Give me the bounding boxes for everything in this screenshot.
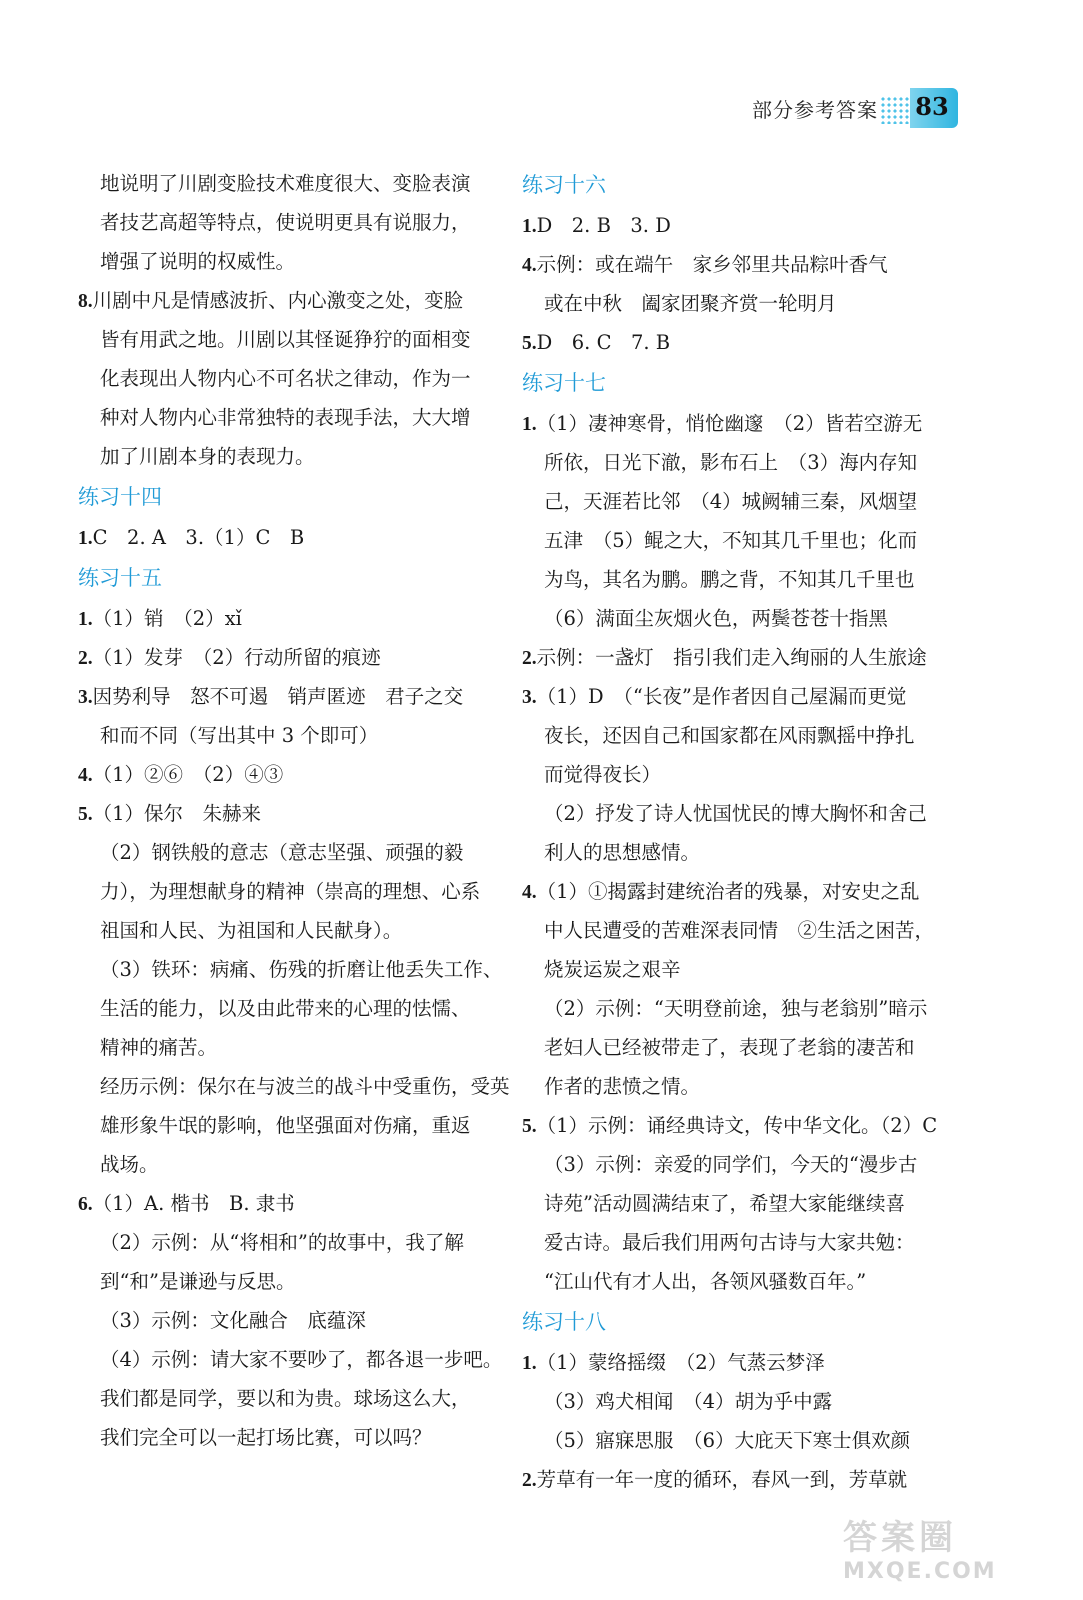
answer-line: 力），为理想献身的精神（崇高的理想、心系 — [100, 880, 481, 903]
answer-line: 我们都是同学，要以和为贵。球场这么大， — [100, 1387, 471, 1410]
answer-line: 中人民遭受的苦难深表同情 ②生活之困苦， — [544, 919, 935, 942]
answer-item — [522, 677, 942, 716]
answer-line: 利人的思想感情。 — [544, 841, 701, 864]
answer-item — [522, 638, 942, 677]
item-number: 1. — [78, 528, 93, 549]
item-number: 6. — [78, 1194, 93, 1215]
answer-item — [78, 638, 488, 677]
item-text: C 2. A 3.（1）C B — [92, 526, 305, 549]
answer-item — [522, 1106, 942, 1145]
section-heading: 练习十四 — [78, 485, 162, 509]
item-text: （1）D （“长夜”是作者因自己屋漏而更觉 — [536, 685, 907, 708]
item-text: D 2. B 3. D — [536, 214, 671, 237]
item-number: 5. — [78, 804, 93, 825]
answer-item — [78, 677, 488, 716]
item-number: 2. — [78, 648, 93, 669]
item-text: （1）发芽 （2）行动所留的痕迹 — [92, 646, 381, 669]
answer-line: 战场。 — [100, 1153, 159, 1176]
watermark-logo — [843, 1510, 1013, 1584]
answer-line: 精神的痛苦。 — [100, 1036, 218, 1059]
page-number: 83 — [915, 92, 949, 121]
answer-line: “江山代有才人出，各领风骚数百年。” — [544, 1270, 867, 1293]
section-heading: 练习十六 — [522, 173, 606, 197]
answer-item — [522, 1343, 942, 1382]
answer-line: 化表现出人物内心不可名状之律动，作为一 — [100, 367, 471, 390]
answer-line: 我们完全可以一起打场比赛，可以吗？ — [100, 1426, 432, 1449]
answer-line: 或在中秋 阖家团聚齐赏一轮明月 — [544, 292, 837, 315]
item-number: 8. — [78, 291, 93, 312]
answer-line: 加了川剧本身的表现力。 — [100, 445, 315, 468]
answer-line: 所依，日光下澈，影布石上 （3）海内存知 — [544, 451, 918, 474]
item-number: 5. — [522, 1116, 537, 1137]
item-number: 5. — [522, 333, 537, 354]
answer-line: （2）抒发了诗人忧国忧民的博大胸怀和舍己 — [544, 802, 927, 825]
item-text: （1）A. 楷书 B. 隶书 — [92, 1192, 295, 1215]
item-text: （1）凄神寒骨，悄怆幽邃 （2）皆若空游无 — [536, 412, 923, 435]
watermark-url: MXQE.COM — [843, 1559, 997, 1584]
item-number: 4. — [522, 882, 537, 903]
answer-line: （3）鸡犬相闻 （4）胡为乎中露 — [544, 1390, 833, 1413]
item-text: 因势利导 怒不可遏 销声匿迹 君子之交 — [92, 685, 464, 708]
answer-item — [78, 794, 488, 833]
item-text: （1）蒙络摇缀 （2）气蒸云梦泽 — [536, 1351, 825, 1374]
item-text: （1）保尔 朱赫来 — [92, 802, 262, 825]
item-text: （1）销 （2）xǐ — [92, 607, 242, 630]
answer-line: 到“和”是谦逊与反思。 — [100, 1270, 296, 1293]
answer-line: 种对人物内心非常独特的表现手法，大大增 — [100, 406, 471, 429]
answer-line: （2）钢铁般的意志（意志坚强、顽强的毅 — [100, 841, 464, 864]
header-title: 部分参考答案 — [752, 98, 878, 122]
item-number: 3. — [522, 687, 537, 708]
item-text: D 6. C 7. B — [536, 331, 671, 354]
answer-item — [78, 599, 488, 638]
answer-line: 增强了说明的权威性。 — [100, 250, 296, 273]
answer-line: 为鸟，其名为鹏。鹏之背，不知其几千里也 — [544, 568, 915, 591]
answer-line: 地说明了川剧变脸技术难度很大、变脸表演 — [100, 172, 471, 195]
answer-item — [522, 404, 942, 443]
answer-line: （6）满面尘灰烟火色，两鬓苍苍十指黑 — [544, 607, 888, 630]
answer-line: 生活的能力，以及由此带来的心理的怯懦、 — [100, 997, 471, 1020]
answer-line: 皆有用武之地。川剧以其怪诞狰狞的面相变 — [100, 328, 471, 351]
answer-line: （4）示例：请大家不要吵了，都各退一步吧。 — [100, 1348, 503, 1371]
item-text: （1）②⑥ （2）④③ — [92, 763, 284, 786]
item-text: 示例：一盏灯 指引我们走入绚丽的人生旅途 — [536, 646, 927, 669]
answer-line: 夜长，还因自己和国家都在风雨飘摇中挣扎 — [544, 724, 915, 747]
answer-item — [78, 281, 488, 320]
watermark-title: 答案圈 — [843, 1518, 957, 1558]
answer-line: （2）示例：从“将相和”的故事中，我了解 — [100, 1231, 464, 1254]
item-number: 2. — [522, 1470, 537, 1491]
item-number: 1. — [522, 414, 537, 435]
answer-line: （3）示例：文化融合 底蕴深 — [100, 1309, 366, 1332]
answer-line: 而觉得夜长） — [544, 763, 662, 786]
answer-item — [522, 872, 942, 911]
item-text: 川剧中凡是情感波折、内心激变之处，变脸 — [92, 289, 464, 312]
answer-line: 己，天涯若比邻 （4）城阙辅三秦，风烟望 — [544, 490, 918, 513]
answer-line: （3）铁环：病痛、伤残的折磨让他丢失工作、 — [100, 958, 503, 981]
answer-line: 五津 （5）鲲之大，不知其几千里也；化而 — [544, 529, 918, 552]
item-text: 示例：或在端午 家乡邻里共品粽叶香气 — [536, 253, 888, 276]
answer-item — [522, 323, 942, 362]
right-column — [522, 164, 942, 1499]
answer-line: 作者的悲愤之情。 — [544, 1075, 701, 1098]
header-dot-pattern — [880, 96, 910, 124]
answer-item — [522, 245, 942, 284]
answer-line: 祖国和人民、为祖国和人民献身）。 — [100, 919, 403, 942]
answer-line: （5）寤寐思服 （6）大庇天下寒士俱欢颜 — [544, 1429, 911, 1452]
item-number: 4. — [78, 765, 93, 786]
item-number: 3. — [78, 687, 93, 708]
answer-line: 老妇人已经被带走了，表现了老翁的凄苦和 — [544, 1036, 915, 1059]
item-number: 2. — [522, 648, 537, 669]
item-number: 1. — [78, 609, 93, 630]
answer-line: 和而不同（写出其中 3 个即可） — [100, 724, 379, 747]
section-heading: 练习十五 — [78, 566, 162, 590]
answer-line: 经历示例：保尔在与波兰的战斗中受重伤，受英 — [100, 1075, 510, 1098]
answer-item — [78, 1184, 488, 1223]
item-text: 芳草有一年一度的循环，春风一到，芳草就 — [536, 1468, 908, 1491]
section-heading: 练习十七 — [522, 371, 606, 395]
answer-line: 雄形象牛氓的影响，他坚强面对伤痛，重返 — [100, 1114, 471, 1137]
section-heading: 练习十八 — [522, 1310, 606, 1334]
item-text: （1）示例：诵经典诗文，传中华文化。（2）C — [536, 1114, 938, 1137]
left-column — [78, 164, 510, 1457]
item-text: （1）①揭露封建统治者的残暴，对安史之乱 — [536, 880, 920, 903]
item-number: 4. — [522, 255, 537, 276]
answer-line: （3）示例：亲爱的同学们，今天的“漫步古 — [544, 1153, 918, 1176]
answer-line: 诗苑”活动圆满结束了，希望大家能继续喜 — [544, 1192, 905, 1215]
answer-line: 烧炭运炭之艰辛 — [544, 958, 681, 981]
answer-item — [522, 1460, 942, 1499]
answer-line: 爱古诗。最后我们用两句古诗与大家共勉： — [544, 1231, 915, 1254]
answer-item — [78, 518, 488, 557]
page-header — [752, 88, 992, 134]
item-number: 1. — [522, 216, 537, 237]
item-number: 1. — [522, 1353, 537, 1374]
answer-line: （2）示例：“天明登前途，独与老翁别”暗示 — [544, 997, 928, 1020]
answer-line: 者技艺高超等特点，使说明更具有说服力， — [100, 211, 471, 234]
answer-item — [78, 755, 488, 794]
answer-item — [522, 206, 942, 245]
